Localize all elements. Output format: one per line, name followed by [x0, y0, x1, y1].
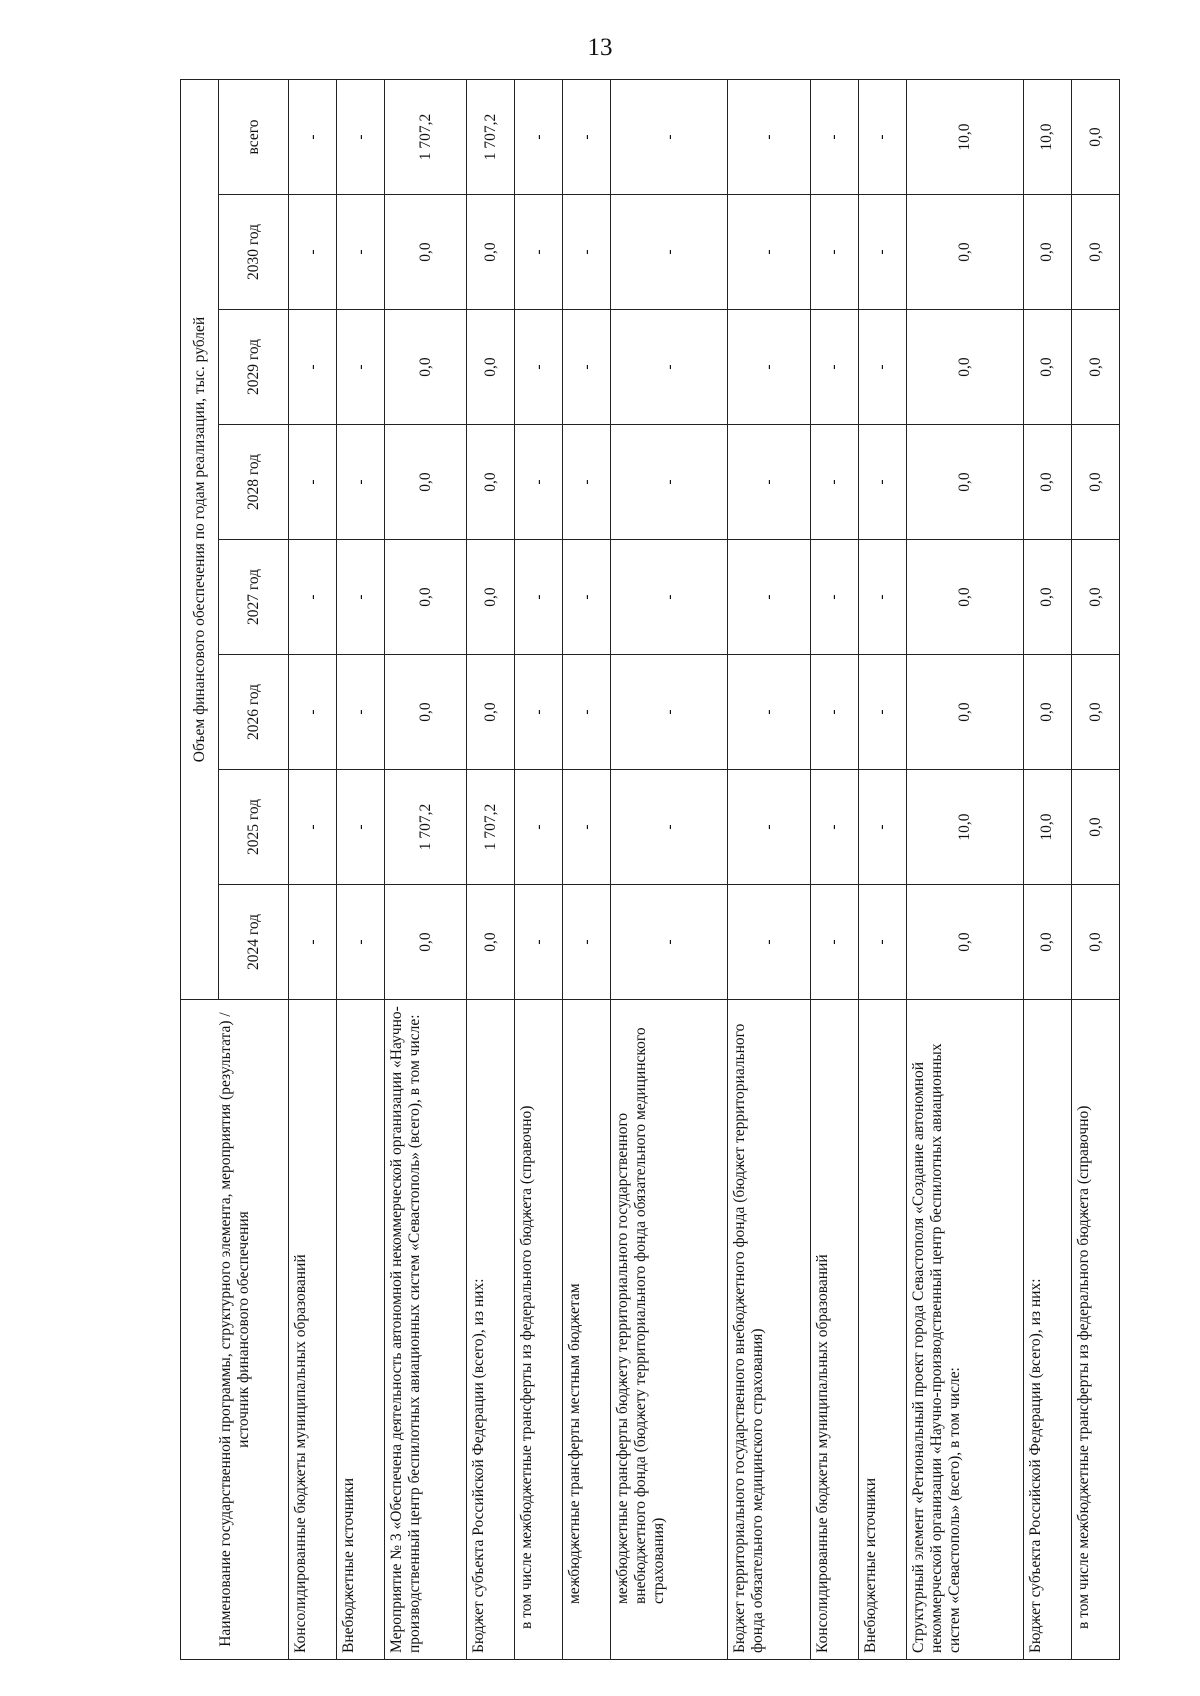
value-cell: -: [563, 655, 611, 770]
row-name-cell: Внебюджетные источники: [858, 1000, 906, 1660]
table-body: [289, 80, 1120, 1660]
value-cell: 0,0: [1023, 195, 1071, 310]
value-cell: -: [728, 310, 810, 425]
value-cell: -: [728, 655, 810, 770]
row-name-cell: межбюджетные трансферты местным бюджетам: [563, 1000, 611, 1660]
value-cell: -: [515, 540, 563, 655]
table-row: [858, 80, 906, 1660]
page-number: 13: [587, 34, 613, 61]
value-cell: 0,0: [467, 195, 515, 310]
value-cell: 10,0: [906, 80, 1023, 195]
value-cell: -: [611, 310, 728, 425]
value-cell: 0,0: [385, 655, 467, 770]
value-cell: -: [858, 195, 906, 310]
value-cell: -: [289, 310, 337, 425]
value-cell: -: [563, 540, 611, 655]
value-cell: -: [563, 425, 611, 540]
value-cell: -: [337, 80, 385, 195]
row-name-cell: Бюджет субъекта Российской Федерации (всего), из них:: [467, 1000, 515, 1660]
year-column-header: 2026 год: [219, 655, 289, 770]
value-cell: -: [728, 885, 810, 1000]
value-cell: 0,0: [467, 310, 515, 425]
value-cell: -: [728, 195, 810, 310]
value-cell: 0,0: [1071, 540, 1119, 655]
value-cell: -: [858, 540, 906, 655]
value-cell: -: [563, 195, 611, 310]
value-cell: 0,0: [385, 310, 467, 425]
table-row: [611, 80, 728, 1660]
row-name-cell: Внебюджетные источники: [337, 1000, 385, 1660]
value-cell: -: [810, 770, 858, 885]
year-column-header: 2024 год: [219, 885, 289, 1000]
table-row: [810, 80, 858, 1660]
value-cell: 0,0: [467, 540, 515, 655]
value-cell: 0,0: [1071, 80, 1119, 195]
row-name-cell: Бюджет субъекта Российской Федерации (всего), из них:: [1023, 1000, 1071, 1660]
value-cell: -: [810, 80, 858, 195]
value-cell: -: [337, 310, 385, 425]
value-cell: -: [858, 425, 906, 540]
value-cell: 0,0: [1071, 770, 1119, 885]
value-cell: 0,0: [906, 885, 1023, 1000]
value-cell: -: [289, 770, 337, 885]
value-cell: -: [515, 655, 563, 770]
value-cell: -: [728, 540, 810, 655]
value-cell: -: [810, 655, 858, 770]
value-cell: -: [858, 885, 906, 1000]
value-cell: -: [810, 195, 858, 310]
financing-group-header: Объем финансового обеспечения по годам реализации, тыс. рублей: [181, 80, 219, 1000]
value-cell: 0,0: [906, 540, 1023, 655]
value-cell: -: [515, 885, 563, 1000]
value-cell: -: [858, 310, 906, 425]
value-cell: -: [337, 770, 385, 885]
value-cell: -: [728, 770, 810, 885]
year-column-header: 2027 год: [219, 540, 289, 655]
value-cell: -: [858, 655, 906, 770]
row-name-cell: Мероприятие № 3 «Обеспечена деятельность автономной некоммерческой организации «Научно-производственный центр беспилотных авиационных систем «Севастополь» (всего), в том числе:: [385, 1000, 467, 1660]
value-cell: 0,0: [467, 655, 515, 770]
value-cell: 1 707,2: [467, 770, 515, 885]
value-cell: -: [515, 425, 563, 540]
value-cell: -: [858, 80, 906, 195]
value-cell: 1 707,2: [385, 80, 467, 195]
table-row: [728, 80, 810, 1660]
value-cell: 0,0: [906, 310, 1023, 425]
row-name-cell: Консолидированные бюджеты муниципальных образований: [810, 1000, 858, 1660]
row-name-cell: Консолидированные бюджеты муниципальных образований: [289, 1000, 337, 1660]
value-cell: -: [611, 540, 728, 655]
value-cell: -: [337, 540, 385, 655]
row-name-cell: межбюджетные трансферты бюджету территориального государственного внебюджетного фонда (бюджету территориального фонда обязательного медицинского страхования): [611, 1000, 728, 1660]
row-name-cell: в том числе межбюджетные трансферты из федерального бюджета (справочно): [1071, 1000, 1119, 1660]
table-row: [1023, 80, 1071, 1660]
value-cell: 0,0: [1071, 655, 1119, 770]
value-cell: 10,0: [1023, 80, 1071, 195]
value-cell: 0,0: [1071, 885, 1119, 1000]
value-cell: -: [563, 310, 611, 425]
row-name-cell: Структурный элемент «Региональный проект города Севастополя «Создание автономной некоммерческой организации «Научно-производственный центр беспилотных авиационных систем «Севастополь» (всего), в том числе:: [906, 1000, 1023, 1660]
value-cell: 0,0: [385, 540, 467, 655]
value-cell: -: [515, 80, 563, 195]
value-cell: -: [563, 770, 611, 885]
value-cell: -: [289, 425, 337, 540]
value-cell: -: [289, 195, 337, 310]
table-row: [467, 80, 515, 1660]
table-row: [337, 80, 385, 1660]
value-cell: 0,0: [385, 195, 467, 310]
table-wrapper: [180, 80, 1120, 1660]
value-cell: -: [611, 425, 728, 540]
name-column-header: Наименование государственной программы, структурного элемента, мероприятия (результата) / источник финансового обеспечения: [181, 1000, 289, 1660]
table-row: [385, 80, 467, 1660]
value-cell: -: [810, 425, 858, 540]
value-cell: -: [337, 195, 385, 310]
table-row: [289, 80, 337, 1660]
value-cell: -: [337, 885, 385, 1000]
year-column-header: всего: [219, 80, 289, 195]
value-cell: 0,0: [906, 195, 1023, 310]
value-cell: 0,0: [906, 425, 1023, 540]
table-row: [1071, 80, 1119, 1660]
value-cell: -: [337, 655, 385, 770]
value-cell: 0,0: [1023, 310, 1071, 425]
value-cell: -: [728, 425, 810, 540]
value-cell: 1 707,2: [467, 80, 515, 195]
value-cell: -: [810, 540, 858, 655]
value-cell: 10,0: [1023, 770, 1071, 885]
table-row: [906, 80, 1023, 1660]
year-column-header: 2025 год: [219, 770, 289, 885]
value-cell: -: [810, 310, 858, 425]
table-row: [563, 80, 611, 1660]
value-cell: 0,0: [1071, 425, 1119, 540]
value-cell: 0,0: [385, 885, 467, 1000]
value-cell: -: [611, 195, 728, 310]
value-cell: 0,0: [1023, 885, 1071, 1000]
value-cell: 1 707,2: [385, 770, 467, 885]
row-name-cell: Бюджет территориального государственного внебюджетного фонда (бюджет территориального фонда обязательного медицинского страхования): [728, 1000, 810, 1660]
value-cell: -: [515, 310, 563, 425]
year-column-header: 2030 год: [219, 195, 289, 310]
value-cell: 0,0: [906, 655, 1023, 770]
value-cell: -: [611, 770, 728, 885]
table-row: [515, 80, 563, 1660]
value-cell: 0,0: [1023, 655, 1071, 770]
value-cell: -: [337, 425, 385, 540]
value-cell: -: [563, 885, 611, 1000]
value-cell: -: [810, 885, 858, 1000]
value-cell: -: [289, 80, 337, 195]
value-cell: -: [563, 80, 611, 195]
value-cell: -: [289, 540, 337, 655]
value-cell: -: [611, 80, 728, 195]
value-cell: 0,0: [1023, 540, 1071, 655]
value-cell: -: [858, 770, 906, 885]
value-cell: -: [515, 195, 563, 310]
value-cell: -: [289, 885, 337, 1000]
year-column-header: 2029 год: [219, 310, 289, 425]
value-cell: 0,0: [1023, 425, 1071, 540]
value-cell: 0,0: [467, 885, 515, 1000]
value-cell: 0,0: [467, 425, 515, 540]
value-cell: 0,0: [1071, 310, 1119, 425]
year-column-header: 2028 год: [219, 425, 289, 540]
value-cell: 0,0: [385, 425, 467, 540]
value-cell: -: [515, 770, 563, 885]
value-cell: -: [611, 655, 728, 770]
value-cell: -: [728, 80, 810, 195]
row-name-cell: в том числе межбюджетные трансферты из федерального бюджета (справочно): [515, 1000, 563, 1660]
value-cell: 10,0: [906, 770, 1023, 885]
financing-table: [180, 79, 1120, 1660]
value-cell: 0,0: [1071, 195, 1119, 310]
value-cell: -: [611, 885, 728, 1000]
value-cell: -: [289, 655, 337, 770]
